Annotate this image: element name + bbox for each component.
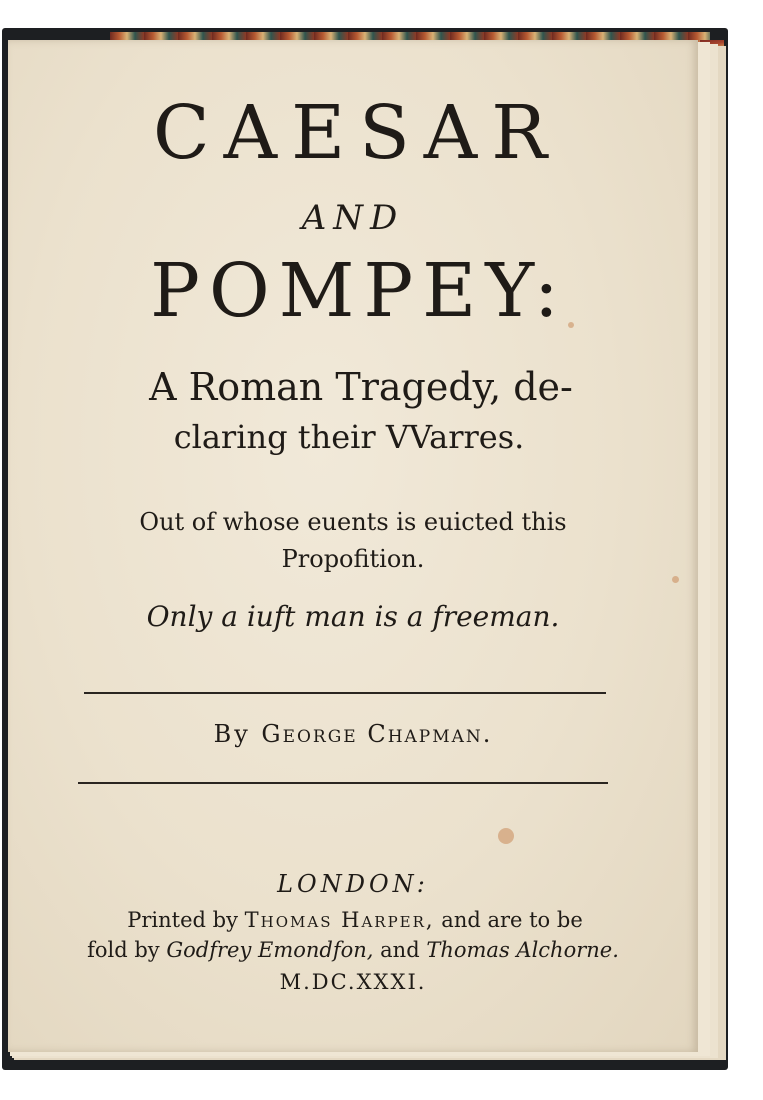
divider-rule bbox=[84, 692, 606, 694]
imprint-seller-2: Thomas Alchorne. bbox=[426, 938, 619, 962]
divider-rule bbox=[78, 782, 608, 784]
foxing-spot bbox=[498, 828, 514, 844]
motto: Only a iuft man is a freeman. bbox=[146, 600, 560, 633]
imprint-and-are: and are to be bbox=[441, 908, 583, 932]
proposition-line-2: Propofition. bbox=[281, 545, 425, 573]
imprint-printer: Thomas Harper, bbox=[244, 908, 435, 932]
subtitle-line-1: A Roman Tragedy, de- bbox=[149, 365, 573, 409]
proposition-line-1: Out of whose euents is euicted this bbox=[139, 508, 567, 536]
title-line-1: CAESAR bbox=[153, 90, 561, 176]
imprint-seller-1: Godfrey Emondfon, bbox=[166, 938, 374, 962]
title-page bbox=[8, 40, 698, 1052]
author-by: By bbox=[213, 720, 251, 748]
imprint-and: and bbox=[380, 938, 420, 962]
imprint-date: M.DC.XXXI. bbox=[279, 970, 427, 994]
title-and: AND bbox=[301, 198, 405, 238]
imprint-line-2 bbox=[8, 938, 698, 962]
subtitle-line-2: claring their VVarres. bbox=[173, 418, 525, 456]
title-line-2: POMPEY: bbox=[150, 248, 568, 334]
imprint-printed-by: Printed by bbox=[127, 908, 238, 932]
author-name: George Chapman. bbox=[261, 720, 493, 748]
foxing-spot bbox=[672, 576, 679, 583]
imprint-sold-by: fold by bbox=[87, 938, 160, 962]
foxing-spot bbox=[568, 322, 574, 328]
author-line bbox=[8, 720, 698, 748]
imprint-place: LONDON: bbox=[277, 870, 429, 898]
imprint-line-1 bbox=[10, 908, 700, 932]
